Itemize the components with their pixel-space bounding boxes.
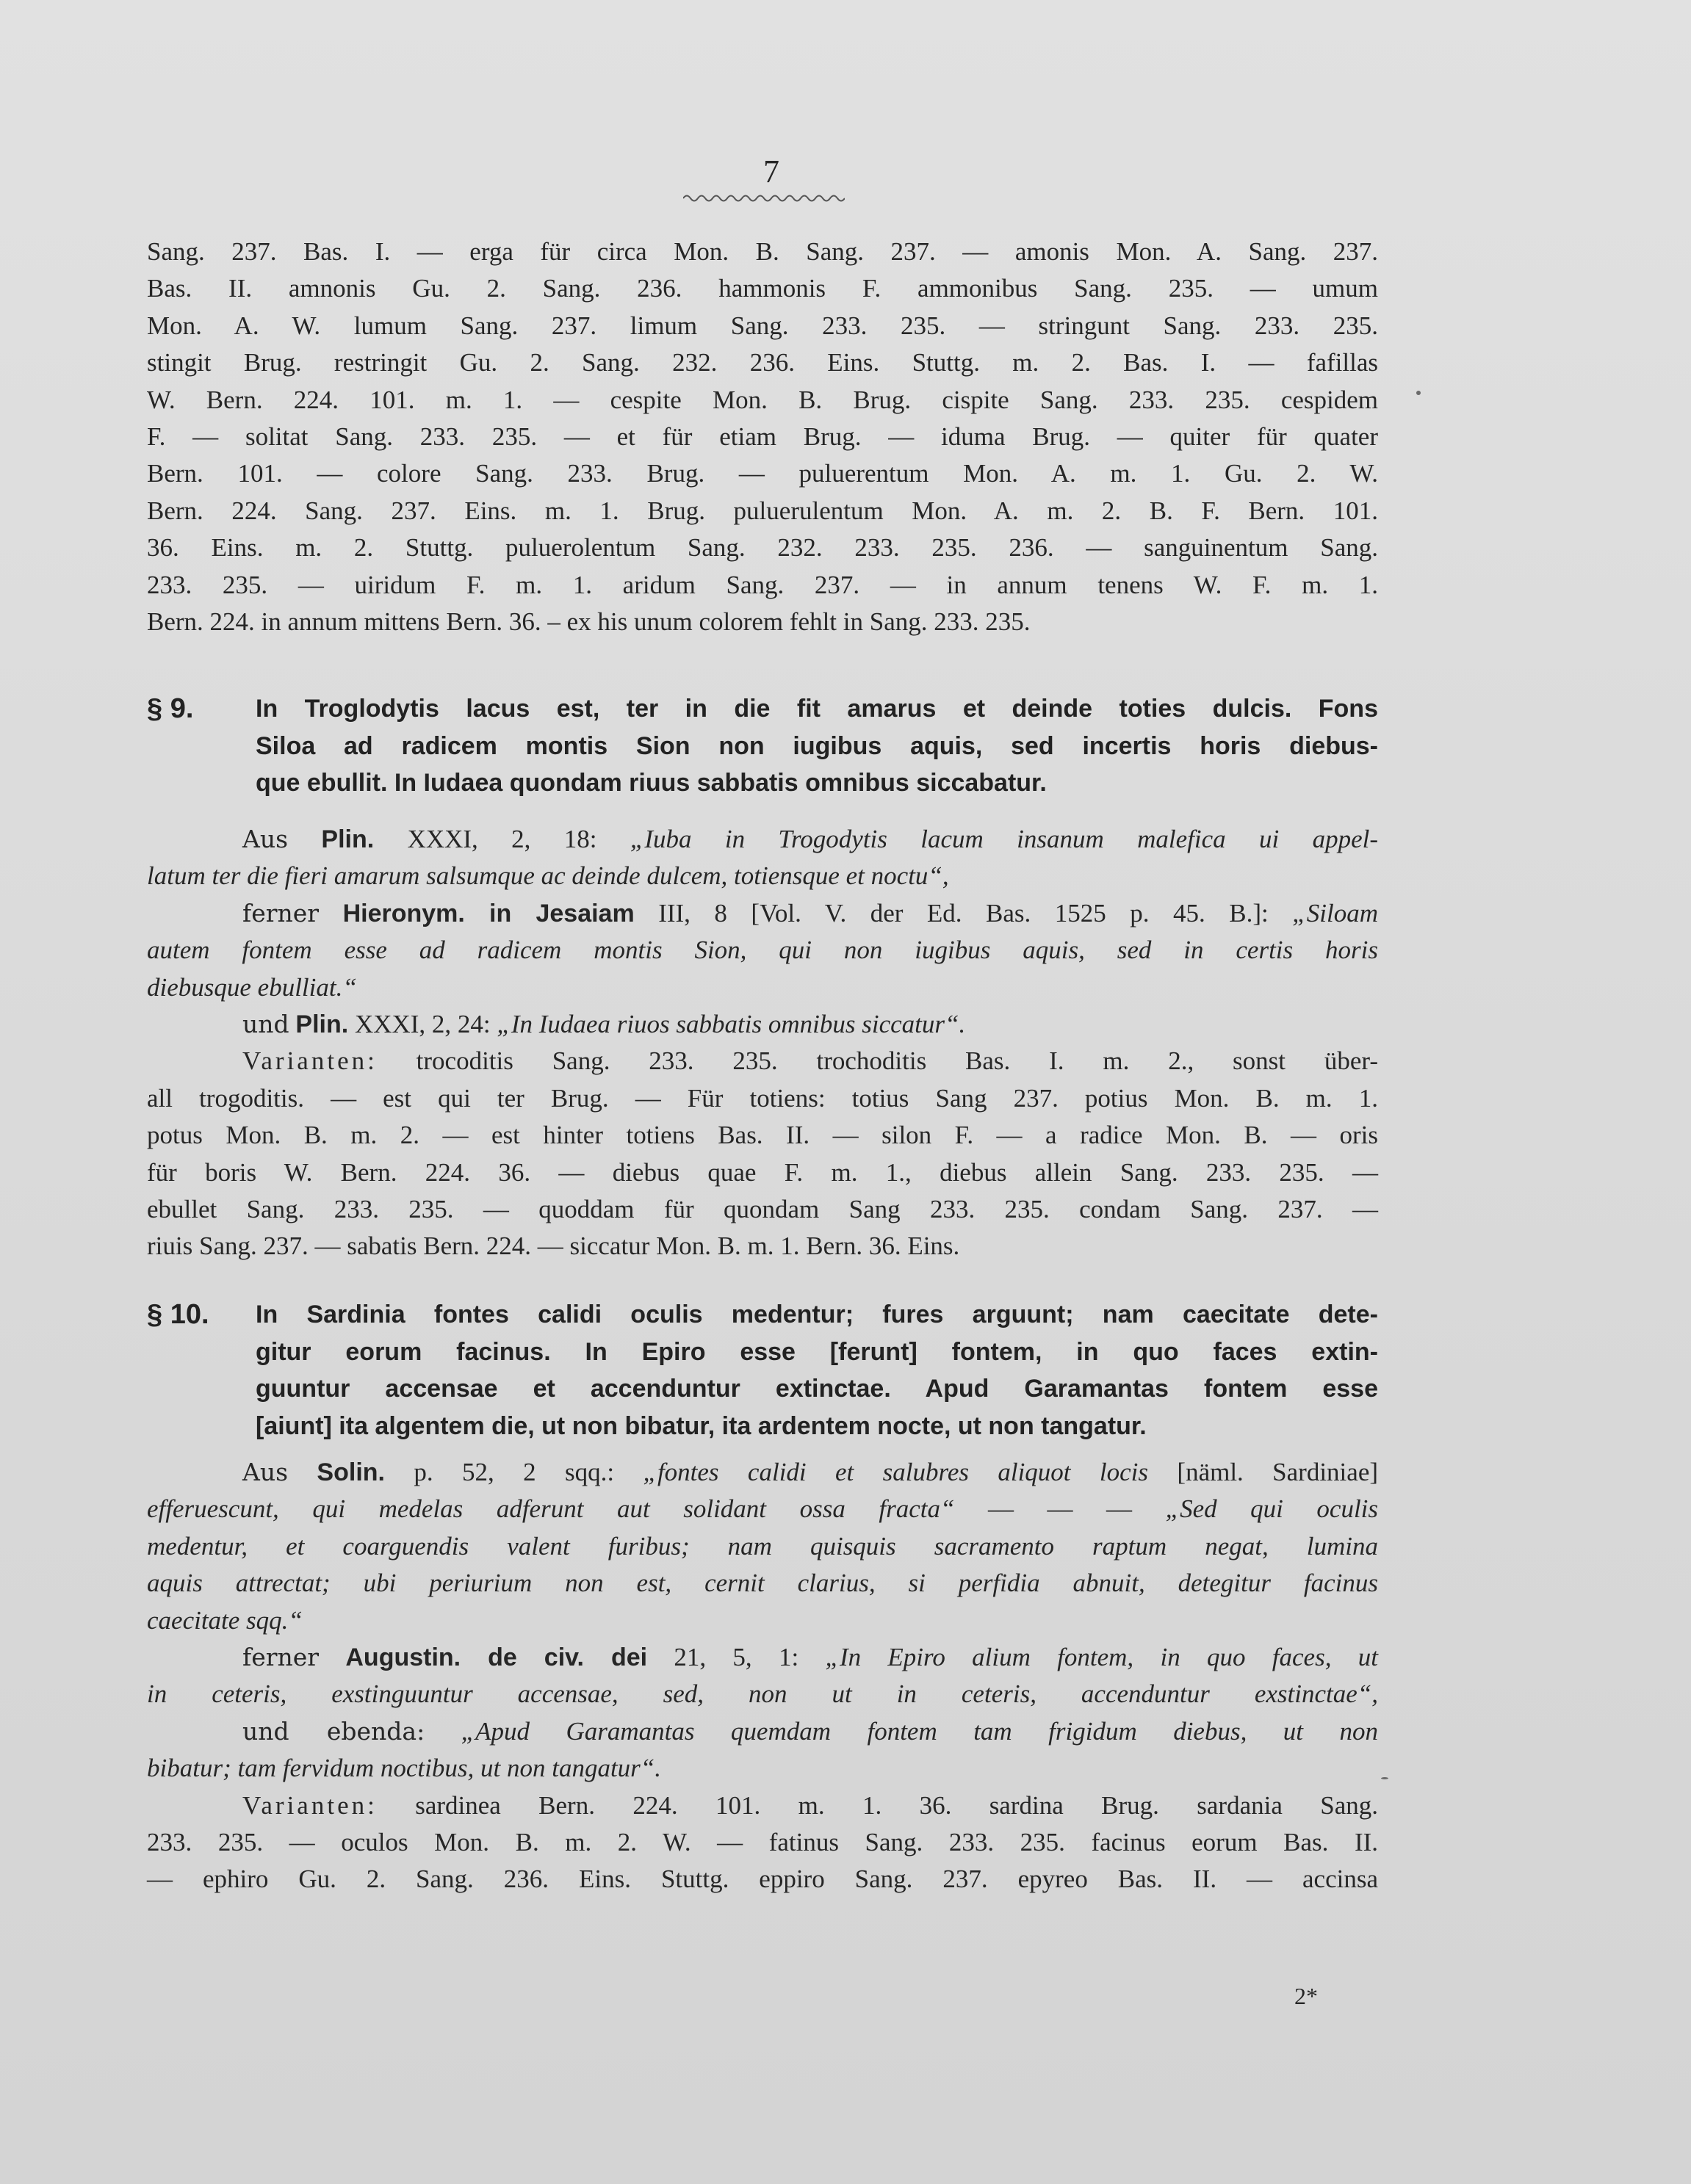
text-line: Bern. 224. in annum mittens Bern. 36. – ex his unum colorem fehlt in Sang. 233. 235.	[147, 607, 1031, 637]
variants-line: Varianten: trocoditis Sang. 233. 235. trochoditis Bas. I. m. 2., sonst über-	[242, 1046, 1378, 1076]
variants-line: für boris W. Bern. 224. 36. — diebus quae F. m. 1., diebus allein Sang. 233. 235. —	[147, 1157, 1378, 1187]
variants-line: — ephiro Gu. 2. Sang. 236. Eins. Stuttg. eppiro Sang. 237. epyreo Bas. II. — accinsa	[147, 1865, 1378, 1894]
text-line: Bas. II. amnonis Gu. 2. Sang. 236. hammonis F. ammonibus Sang. 235. — umum	[147, 274, 1378, 303]
text-line: Bern. 224. Sang. 237. Eins. m. 1. Brug. puluerulentum Mon. A. m. 2. B. F. Bern. 101.	[147, 496, 1378, 525]
section-number: § 10.	[147, 1299, 209, 1330]
variants-line: ebullet Sang. 233. 235. — quoddam für quondam Sang 233. 235. condam Sang. 237. —	[147, 1195, 1378, 1224]
source-line: caecitate sqq.“	[147, 1605, 303, 1635]
text-line: Sang. 237. Bas. I. — erga für circa Mon. B. Sang. 237. — amonis Mon. A. Sang. 237.	[147, 237, 1378, 266]
text-line: 233. 235. — uiridum F. m. 1. aridum Sang. 237. — in annum tenens W. F. m. 1.	[147, 570, 1378, 599]
text-line: Mon. A. W. lumum Sang. 237. limum Sang. 233. 235. — stringunt Sang. 233. 235.	[147, 311, 1378, 340]
source-line: und Plin. XXXI, 2, 24: „In Iudaea riuos sabbatis omnibus siccatur“.	[242, 1010, 966, 1039]
wavy-rule-ornament	[683, 192, 845, 204]
variants-line: riuis Sang. 237. — sabatis Bern. 224. — siccatur Mon. B. m. 1. Bern. 36. Eins.	[147, 1232, 960, 1261]
heading-line: gitur eorum facinus. In Epiro esse [ferunt] fontem, in quo faces extin-	[256, 1337, 1378, 1366]
heading-line: que ebullit. In Iudaea quondam riuus sabbatis omnibus siccabatur.	[256, 769, 1047, 797]
source-line: bibatur; tam fervidum noctibus, ut non tangatur“.	[147, 1754, 661, 1783]
source-line: medentur, et coarguendis valent furibus; nam quisquis sacramento raptum negat, lumina	[147, 1531, 1378, 1561]
ink-speck	[1381, 1777, 1388, 1779]
ink-speck	[1416, 391, 1421, 395]
heading-line: Siloa ad radicem montis Sion non iugibus aquis, sed incertis horis diebus-	[256, 731, 1378, 760]
section-9-sources	[147, 821, 1378, 1265]
text-line: 36. Eins. m. 2. Stuttg. puluerolentum Sang. 232. 233. 235. 236. — sanguinentum Sang.	[147, 533, 1378, 563]
heading-line: In Troglodytis lacus est, ter in die fit amarus et deinde toties dulcis. Fons	[256, 695, 1378, 723]
section-10-heading	[147, 1296, 1378, 1444]
variants-line: potus Mon. B. m. 2. — est hinter totiens Bas. II. — silon F. — a radice Mon. B. — oris	[147, 1121, 1378, 1150]
intro-variants	[147, 234, 1378, 640]
source-line: latum ter die fieri amarum salsumque ac deinde dulcem, totiensque et noctu“,	[147, 861, 949, 891]
variants-line: Varianten: sardinea Bern. 224. 101. m. 1. 36. sardina Brug. sardania Sang.	[242, 1790, 1378, 1820]
signature-mark: 2*	[1294, 1983, 1318, 2009]
source-line: ferner Hieronym. in Jesaiam III, 8 [Vol. V. der Ed. Bas. 1525 p. 45. B.]: „Siloam	[242, 898, 1378, 928]
variants-line: 233. 235. — oculos Mon. B. m. 2. W. — fatinus Sang. 233. 235. facinus eorum Bas. II.	[147, 1828, 1378, 1857]
heading-line: [aiunt] ita algentem die, ut non bibatur, ita ardentem nocte, ut non tangatur.	[256, 1411, 1147, 1440]
source-line: Aus Plin. XXXI, 2, 18: „Iuba in Trogodytis lacum insanum malefica ui appel-	[242, 825, 1378, 853]
variants-line: all trogoditis. — est qui ter Brug. — Für totiens: totius Sang 237. potius Mon. B. m. 1.	[147, 1083, 1378, 1113]
section-10-sources	[147, 1454, 1378, 1898]
source-line: ferner Augustin. de civ. dei 21, 5, 1: „In Epiro alium fontem, in quo faces, ut	[242, 1643, 1378, 1672]
page-number: 7	[763, 153, 779, 189]
heading-line: guuntur accensae et accenduntur extinctae. Apud Garamantas fontem esse	[256, 1375, 1378, 1403]
source-line: aquis attrectat; ubi periurium non est, cernit clarius, si perfidia abnuit, detegitur facinus	[147, 1569, 1378, 1598]
section-9-heading	[147, 690, 1378, 802]
text-line: Bern. 101. — colore Sang. 233. Brug. — puluerentum Mon. A. m. 1. Gu. 2. W.	[147, 459, 1378, 488]
text-line: W. Bern. 224. 101. m. 1. — cespite Mon. B. Brug. cispite Sang. 233. 235. cespidem	[147, 385, 1378, 414]
text-line: stingit Brug. restringit Gu. 2. Sang. 232. 236. Eins. Stuttg. m. 2. Bas. I. — fafillas	[147, 348, 1378, 377]
source-line: und ebenda: „Apud Garamantas quemdam fontem tam frigidum diebus, ut non	[242, 1716, 1378, 1746]
text-line: F. — solitat Sang. 233. 235. — et für etiam Brug. — iduma Brug. — quiter für quater	[147, 422, 1378, 452]
source-line: Aus Solin. p. 52, 2 sqq.: „fontes calidi et salubres aliquot locis [näml. Sardiniae]	[242, 1458, 1379, 1486]
source-line: diebusque ebulliat.“	[147, 972, 357, 1002]
source-line: autem fontem esse ad radicem montis Sion, qui non iugibus aquis, sed in certis horis	[147, 936, 1378, 965]
section-number: § 9.	[147, 693, 194, 724]
heading-line: In Sardinia fontes calidi oculis medentur; fures arguunt; nam caecitate dete-	[256, 1301, 1378, 1328]
source-line: efferuescunt, qui medelas adferunt aut solidant ossa fracta“ — — — „Sed qui oculis	[147, 1494, 1379, 1524]
source-line: in ceteris, exstinguuntur accensae, sed, non ut in ceteris, accenduntur exstinctae“,	[147, 1679, 1378, 1709]
